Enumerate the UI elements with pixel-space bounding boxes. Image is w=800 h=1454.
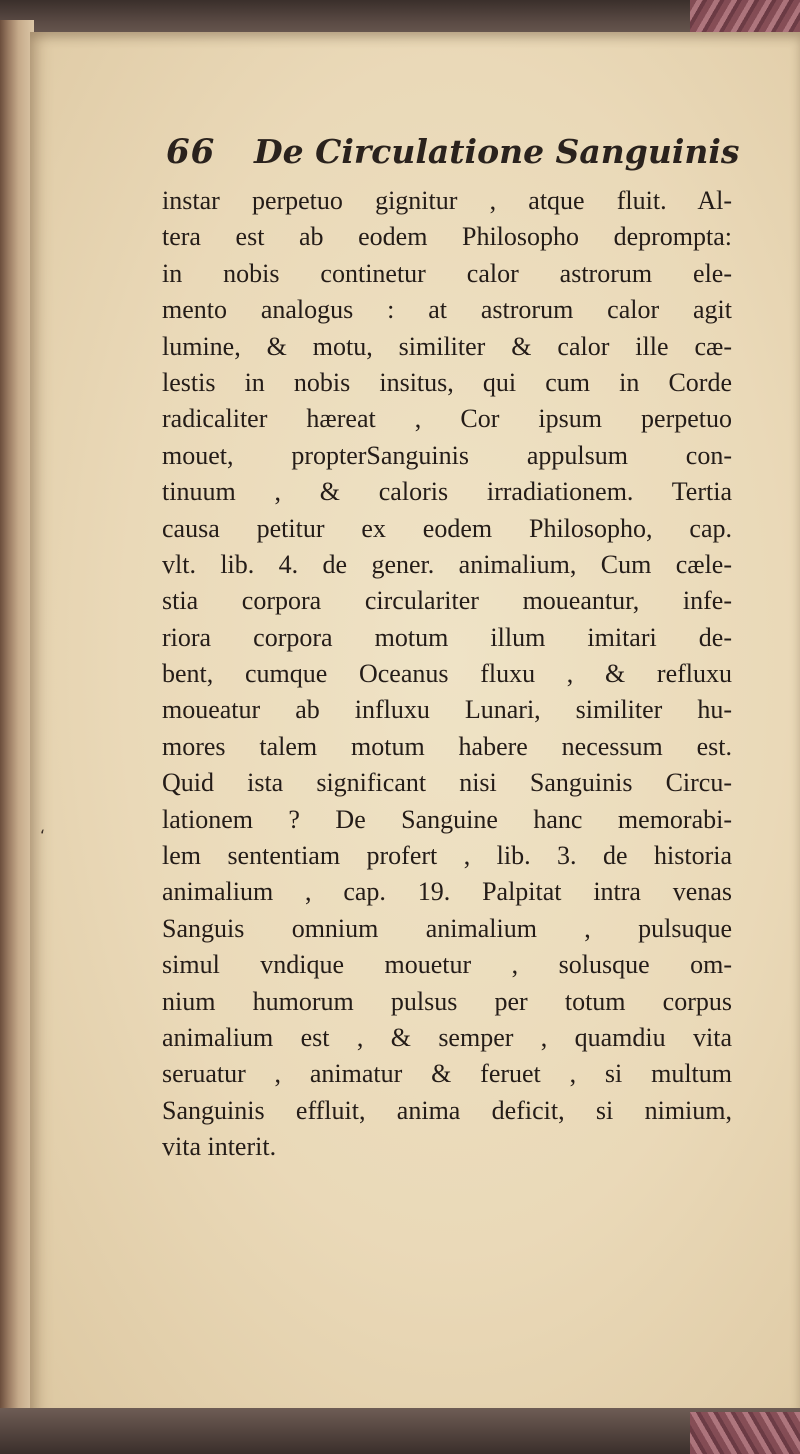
text-line: radicaliter hæreat , Cor ipsum perpetuo [162, 404, 732, 434]
text-line: animalium , cap. 19. Palpitat intra venas [162, 877, 732, 907]
page-spine-edge [0, 20, 34, 1434]
text-line: simul vndique mouetur , solusque om- [162, 950, 732, 980]
text-line: vita interit. [162, 1132, 277, 1162]
running-title: De Circulatione Sanguinis [254, 132, 740, 171]
text-line: lationem ? De Sanguine hanc memorabi- [162, 804, 732, 834]
text-line: in nobis continetur calor astrorum ele- [162, 258, 732, 288]
text-line: moueatur ab influxu Lunari, similiter hu- [162, 695, 732, 725]
text-line: bent, cumque Oceanus fluxu , & refluxu [162, 659, 732, 689]
margin-mark: ‘ [40, 826, 46, 845]
text-line: tera est ab eodem Philosopho deprompta: [162, 222, 732, 252]
text-line: lestis in nobis insitus, qui cum in Corde [162, 367, 732, 397]
text-line: lumine, & motu, similiter & calor ille cæ- [162, 331, 732, 361]
text-line: mouet, propterSanguinis appulsum con- [162, 440, 732, 470]
text-line: seruatur , animatur & feruet , si multum [162, 1059, 732, 1089]
text-line: vlt. lib. 4. de gener. animalium, Cum cæle- [162, 549, 732, 579]
running-header [166, 132, 740, 178]
body-text [162, 183, 732, 1166]
headband-bottom [690, 1412, 800, 1454]
page-number: 66 [166, 132, 216, 172]
text-line: lem sententiam profert , lib. 3. de historia [162, 841, 732, 871]
text-line: riora corpora motum illum imitari de- [162, 622, 732, 652]
binding-bottom-edge [0, 1408, 800, 1454]
text-line: Quid ista significant nisi Sanguinis Circu- [162, 768, 732, 798]
text-line: stia corpora circulariter moueantur, infe- [162, 586, 732, 616]
text-line: animalium est , & semper , quamdiu vita [162, 1022, 732, 1052]
text-line: mores talem motum habere necessum est. [162, 731, 732, 761]
text-line: mento analogus : at astrorum calor agit [162, 295, 732, 325]
text-line: tinuum , & caloris irradiationem. Tertia [162, 477, 732, 507]
text-line: nium humorum pulsus per totum corpus [162, 986, 732, 1016]
text-line: causa petitur ex eodem Philosopho, cap. [162, 513, 732, 543]
text-line: Sanguis omnium animalium , pulsuque [162, 913, 732, 943]
text-line: Sanguinis effluit, anima deficit, si nimium, [162, 1095, 732, 1125]
text-line: instar perpetuo gignitur , atque fluit. Al- [162, 186, 732, 215]
